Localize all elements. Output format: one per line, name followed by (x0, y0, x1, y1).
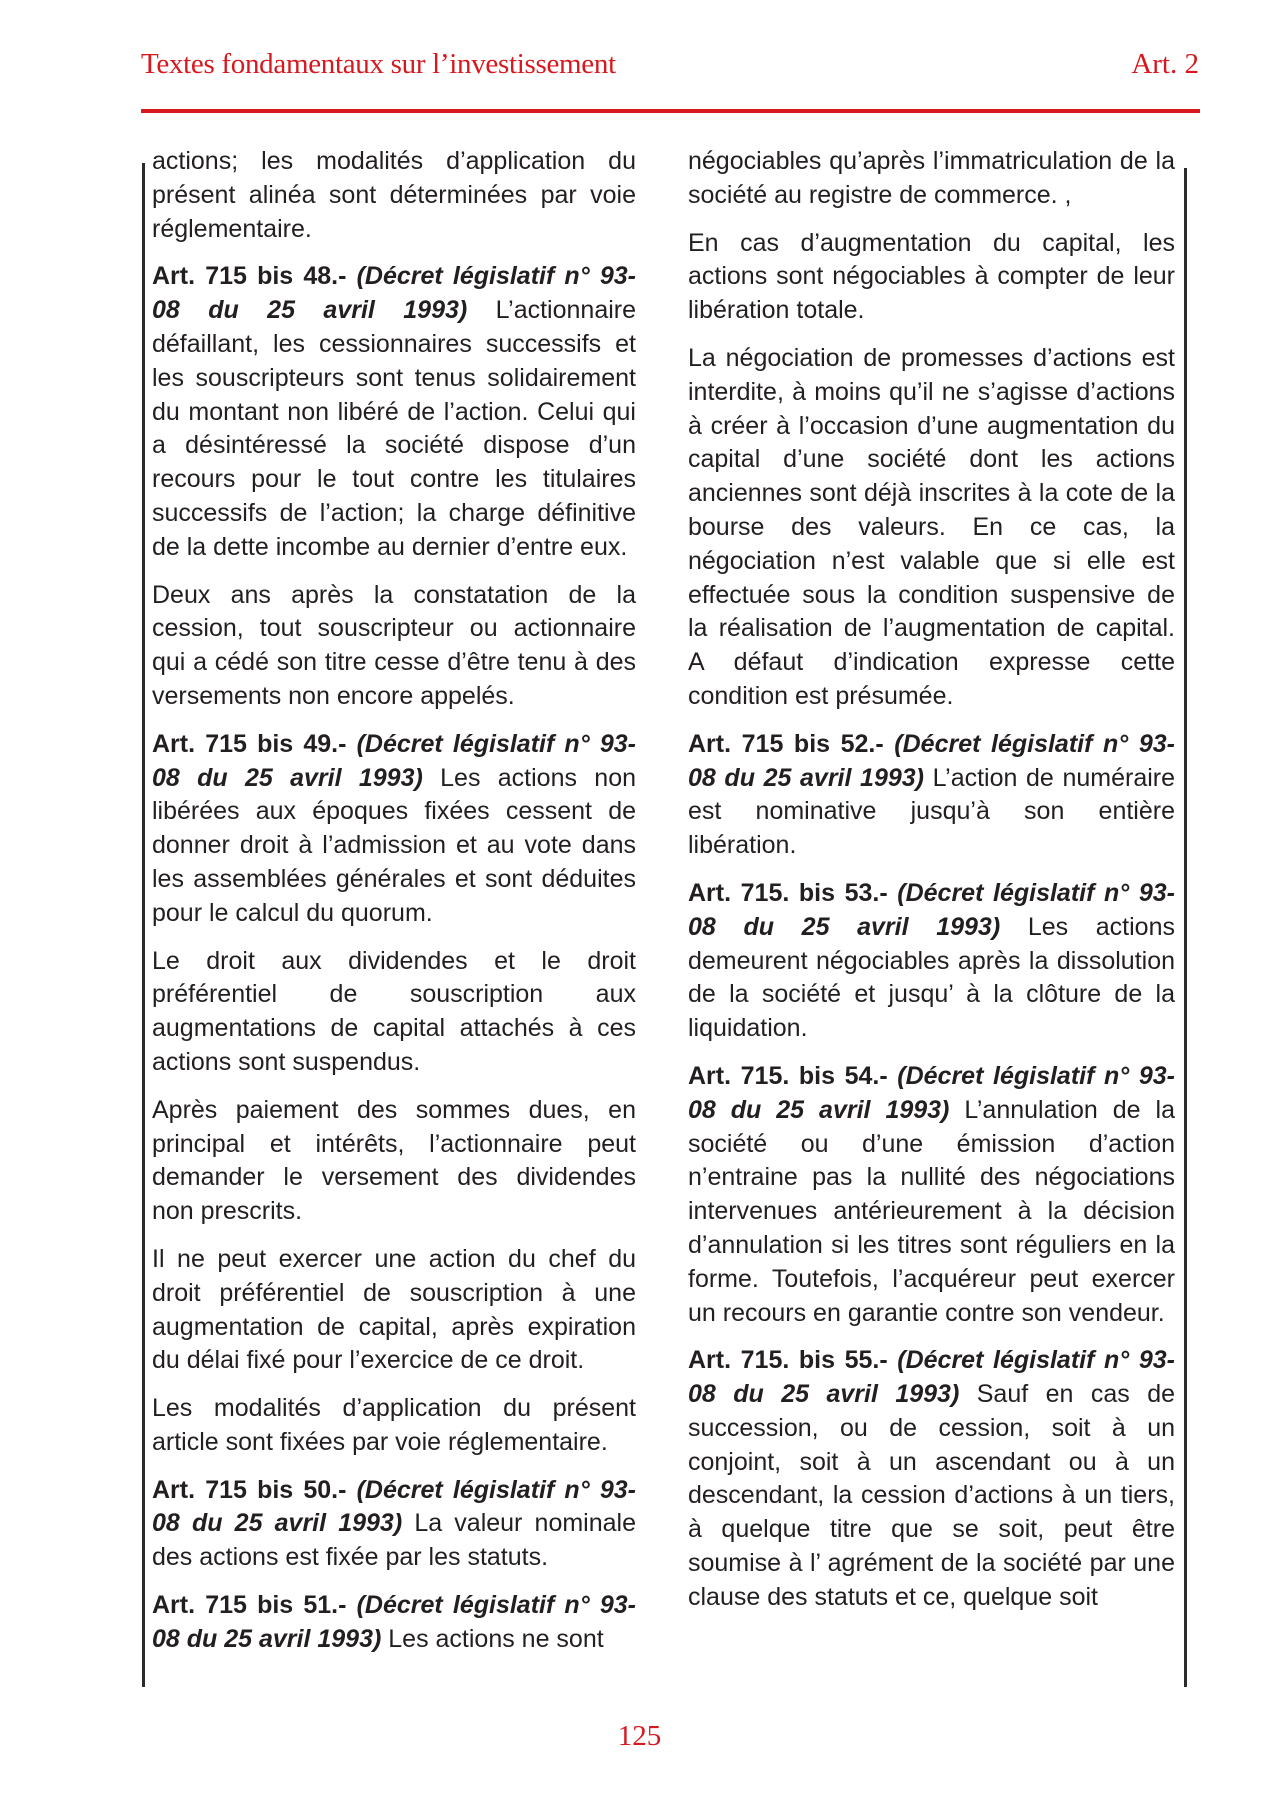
decree-citation: (Décret législatif n° 93-08 du 25 avril 1993) (152, 729, 636, 792)
body-paragraph: négociables qu’après l’immatriculation de la société au registre de commerce. , (688, 147, 1175, 209)
decree-citation: (Décret législatif n° 93-08 du 25 avril 1993) (152, 1475, 636, 1538)
article-paragraph (152, 1589, 636, 1657)
body-paragraph: Le droit aux dividendes et le droit préférentiel de souscription aux augmentations de capital attachés à ces actions sont suspendus. (152, 946, 636, 1076)
decree-citation: (Décret législatif n° 93-08 du 25 avril 1993) (688, 1061, 1175, 1124)
article-body: L’action de numéraire est nominative jusqu’à son entière libération. (688, 763, 1175, 860)
decree-citation: (Décret législatif n° 93-08 du 25 avril 1993) (152, 1591, 636, 1653)
article-body: Les actions non libérées aux époques fixées cessent de donner droit à l’admission et au vote dans les assemblées générales et sont déduites pour le calcul du quorum. (152, 763, 636, 927)
article-paragraph (152, 1474, 636, 1575)
body-paragraph: Les modalités d’application du présent article sont fixées par voie réglementaire. (152, 1394, 636, 1456)
header-divider (141, 109, 1200, 113)
article-paragraph (688, 877, 1175, 1046)
article-body: Sauf en cas de succession, ou de cession, soit à un conjoint, soit à un ascendant ou à un descendant, la cession d’actions à un tiers, à quelque titre que se soit, peut être soumise à l’ agrément de la société par une clause des statuts et ce, quelque soit (688, 1380, 1176, 1611)
right-column-rule (1184, 168, 1187, 1687)
article-reference: Art. 715. bis 55.- (Décret législatif n° 93-08 du 25 avril 1993) (688, 1346, 1175, 1409)
article-reference: Art. 715 bis 52.- (Décret législatif n° 93-08 du 25 avril 1993) (688, 729, 1175, 792)
article-paragraph (688, 1060, 1175, 1330)
article-paragraph (688, 728, 1175, 863)
article-paragraph (688, 1344, 1175, 1614)
article-reference: Art. 715 bis 48.- (Décret législatif n° 93-08 du 25 avril 1993) (152, 262, 636, 325)
article-reference: Art. 715. bis 53.- (Décret législatif n° 93-08 du 25 avril 1993) (688, 878, 1175, 941)
article-reference: Art. 715 bis 51.- (Décret législatif n° 93-08 du 25 avril 1993) (152, 1591, 636, 1653)
decree-citation: (Décret législatif n° 93-08 du 25 avril 1993) (688, 878, 1175, 941)
left-column-rule (142, 163, 145, 1687)
article-body: L’annulation de la société ou d’une émission d’action n’entraine pas la nullité des négociations intervenues antérieurement à la décision d’annulation si les titres sont réguliers en la forme. Toutefois, l’acquéreur peut exercer un recours en garantie contre son vendeur. (688, 1095, 1176, 1327)
article-paragraph (152, 728, 636, 931)
body-paragraph: La négociation de promesses d’actions est interdite, à moins qu’il ne s’agisse d’actions à créer à l’occasion d’une augmentation du capital d’une société dont les actions anciennes sont déjà inscrites à la cote de la bourse des valeurs. En ce cas, la négociation n’est valable que si elle est effectuée sous la condition suspensive de la réalisation de l’augmentation de capital. A défaut d’indication expresse cette condition est présumée. (688, 343, 1175, 710)
left-column (152, 145, 636, 1671)
page-number: 125 (617, 1720, 662, 1752)
article-reference: Art. 715. bis 54.- (Décret législatif n° 93-08 du 25 avril 1993) (688, 1061, 1175, 1124)
body-paragraph: actions; les modalités d’application du présent alinéa sont déterminées par voie réglementaire. (152, 147, 636, 243)
article-body: Les actions ne sont (381, 1624, 604, 1653)
running-title: Textes fondamentaux sur l’investissement (141, 48, 616, 80)
body-paragraph: Il ne peut exercer une action du chef du droit préférentiel de souscription à une augmentation de capital, après expiration du délai fixé pour l’exercice de ce droit. (152, 1244, 636, 1375)
decree-citation: (Décret législatif n° 93-08 du 25 avril 1993) (688, 729, 1175, 792)
decree-citation: (Décret législatif n° 93-08 du 25 avril 1993) (152, 262, 636, 325)
article-body: Les actions demeurent négociables après la dissolution de la société et jusqu’ à la clôture de la liquidation. (688, 912, 1175, 1043)
body-paragraph: En cas d’augmentation du capital, les actions sont négociables à compter de leur libération totale. (688, 228, 1175, 325)
body-paragraph: Deux ans après la constatation de la cession, tout souscripteur ou actionnaire qui a cédé son titre cesse d’être tenu à des versements non encore appelés. (152, 580, 636, 710)
article-reference: Art. 715 bis 49.- (Décret législatif n° 93-08 du 25 avril 1993) (152, 729, 636, 792)
article-reference: Art. 715 bis 50.- (Décret législatif n° 93-08 du 25 avril 1993) (152, 1475, 636, 1538)
article-body: L’actionnaire défaillant, les cessionnaires successifs et les souscripteurs sont tenus solidairement du montant non libéré de l’action. Celui qui a désintéressé la société dispose d’un recours pour le tout contre les titulaires successifs de l’action; la charge définitive de la dette incombe au dernier d’entre eux. (152, 296, 637, 561)
article-body: La valeur nominale des actions est fixée par les statuts. (152, 1509, 636, 1572)
article-paragraph (152, 260, 636, 564)
decree-citation: (Décret législatif n° 93-08 du 25 avril 1993) (688, 1346, 1175, 1409)
section-label: Art. 2 (1131, 48, 1199, 80)
body-paragraph: Après paiement des sommes dues, en principal et intérêts, l’actionnaire peut demander le versement des dividendes non prescrits. (152, 1095, 636, 1226)
right-column (688, 145, 1175, 1629)
